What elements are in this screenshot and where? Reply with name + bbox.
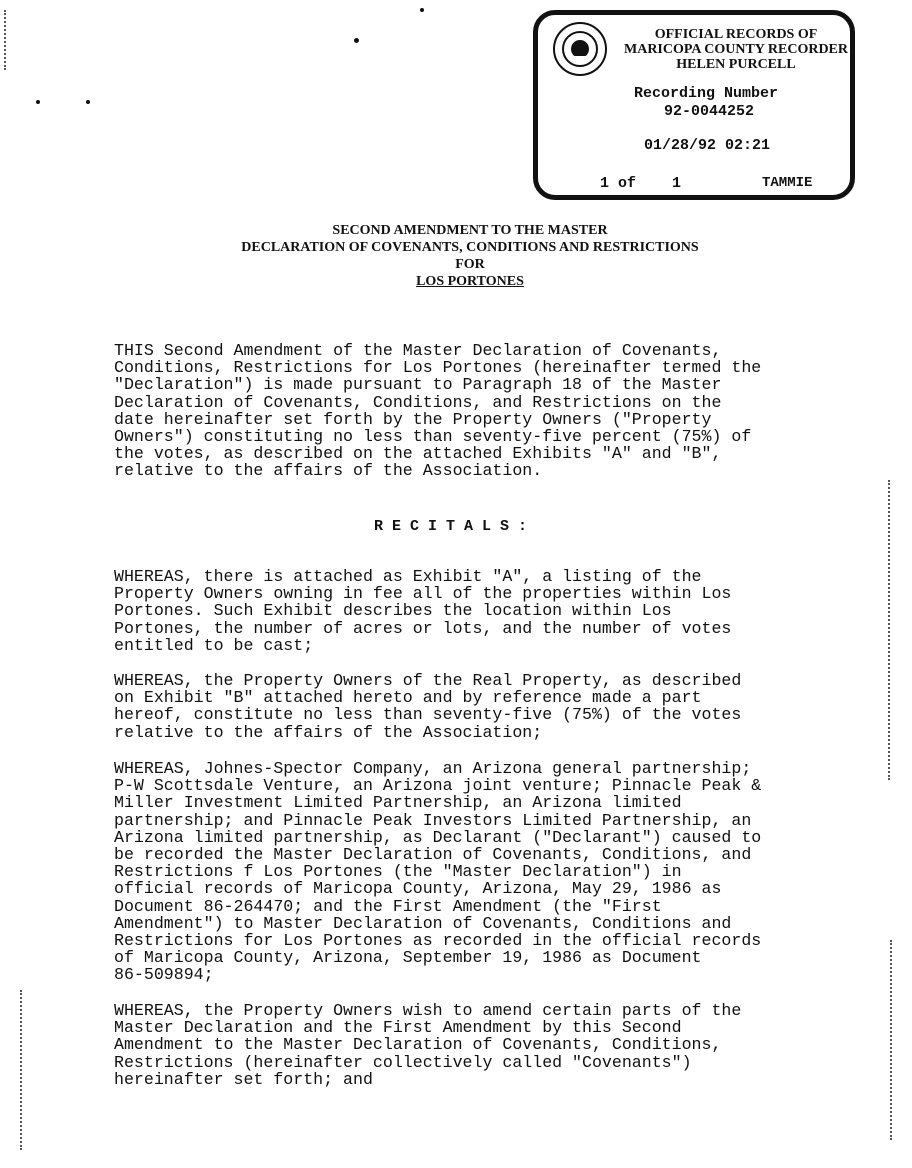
clerk-name: TAMMIE <box>762 175 813 191</box>
whereas-clause-4: WHEREAS, the Property Owners wish to amend certain parts of the Master Declaration and the First Amendment by this Second Amendment to the Master Declaration of Covenants, Conditions, Restrictions (hereinafter collectively called "Covenants") hereinafter set forth; and <box>114 1001 742 1089</box>
recorder-office-line3: HELEN PURCELL <box>676 57 796 72</box>
scan-edge-mark <box>20 990 22 1150</box>
document-title <box>120 222 820 290</box>
whereas-clause-3: WHEREAS, Johnes-Spector Company, an Arizona general partnership; P-W Scottsdale Venture, an Arizona joint venture; Pinnacle Peak & Miller Investment Limited Partnership, an Arizona limited partnership; and Pinnacle Peak Investors Limited Partnership, an Arizona limited partnership, as Declarant ("Declarant") caused to be recorded the Master Declaration of Covenants, Conditions, and Restrictions f Los Portones (the "Master Declaration") in official records of Maricopa County, Arizona, May 29, 1986 as Document 86-264470; and the First Amendment (the "First Amendment") to Master Declaration of Covenants, Conditions and Restrictions for Los Portones as recorded in the official records of Maricopa County, Arizona, September 19, 1986 as Document 86-509894; <box>114 759 762 985</box>
recording-number: 92-0044252 <box>664 103 755 120</box>
scan-speck <box>36 100 40 104</box>
title-line-3: FOR <box>455 257 485 272</box>
recorder-office-line2: MARICOPA COUNTY RECORDER <box>624 42 848 57</box>
whereas-clause-1: WHEREAS, there is attached as Exhibit "A", a listing of the Property Owners owning in fee all of the properties within Los Portones. Such Exhibit describes the location within Los Portones, the number of acres or lots, and the number of votes entitled to be cast; <box>114 567 732 655</box>
page-count: 1 of 1 <box>600 175 682 192</box>
recording-date-time: 01/28/92 02:21 <box>644 137 771 154</box>
county-seal-icon <box>552 21 608 77</box>
whereas-clause-2: WHEREAS, the Property Owners of the Real Property, as described on Exhibit "B" attached hereto and by reference made a part hereof, constitute no less than seventy-five (75%) of the votes relative to the affairs of the Association; <box>114 671 742 742</box>
recitals-heading: RECITALS: <box>374 518 537 535</box>
scan-edge-mark <box>890 940 892 1140</box>
title-line-4: LOS PORTONES <box>416 274 524 289</box>
recorder-office <box>616 27 856 72</box>
scan-speck <box>420 8 424 12</box>
scan-speck <box>354 38 359 43</box>
title-line-1: SECOND AMENDMENT TO THE MASTER <box>332 223 608 238</box>
recorder-office-line1: OFFICIAL RECORDS OF <box>654 27 818 42</box>
scan-edge-mark <box>4 10 6 70</box>
recorder-stamp <box>533 10 855 200</box>
intro-paragraph: THIS Second Amendment of the Master Declaration of Covenants, Conditions, Restrictions for Los Portones (hereinafter termed the "Declaration") is made pursuant to Paragraph 18 of the Master Declaration of Covenants, Conditions, and Restrictions on the date hereinafter set forth by the Property Owners ("Property Owners") constituting no less than seventy-five percent (75%) of the votes, as described on the attached Exhibits "A" and "B", relative to the affairs of the Association. <box>114 341 762 481</box>
scan-edge-mark <box>888 480 890 780</box>
scan-speck <box>86 100 90 104</box>
title-line-2: DECLARATION OF COVENANTS, CONDITIONS AND RESTRICTIONS <box>241 240 699 255</box>
recording-number-label: Recording Number <box>634 85 779 102</box>
